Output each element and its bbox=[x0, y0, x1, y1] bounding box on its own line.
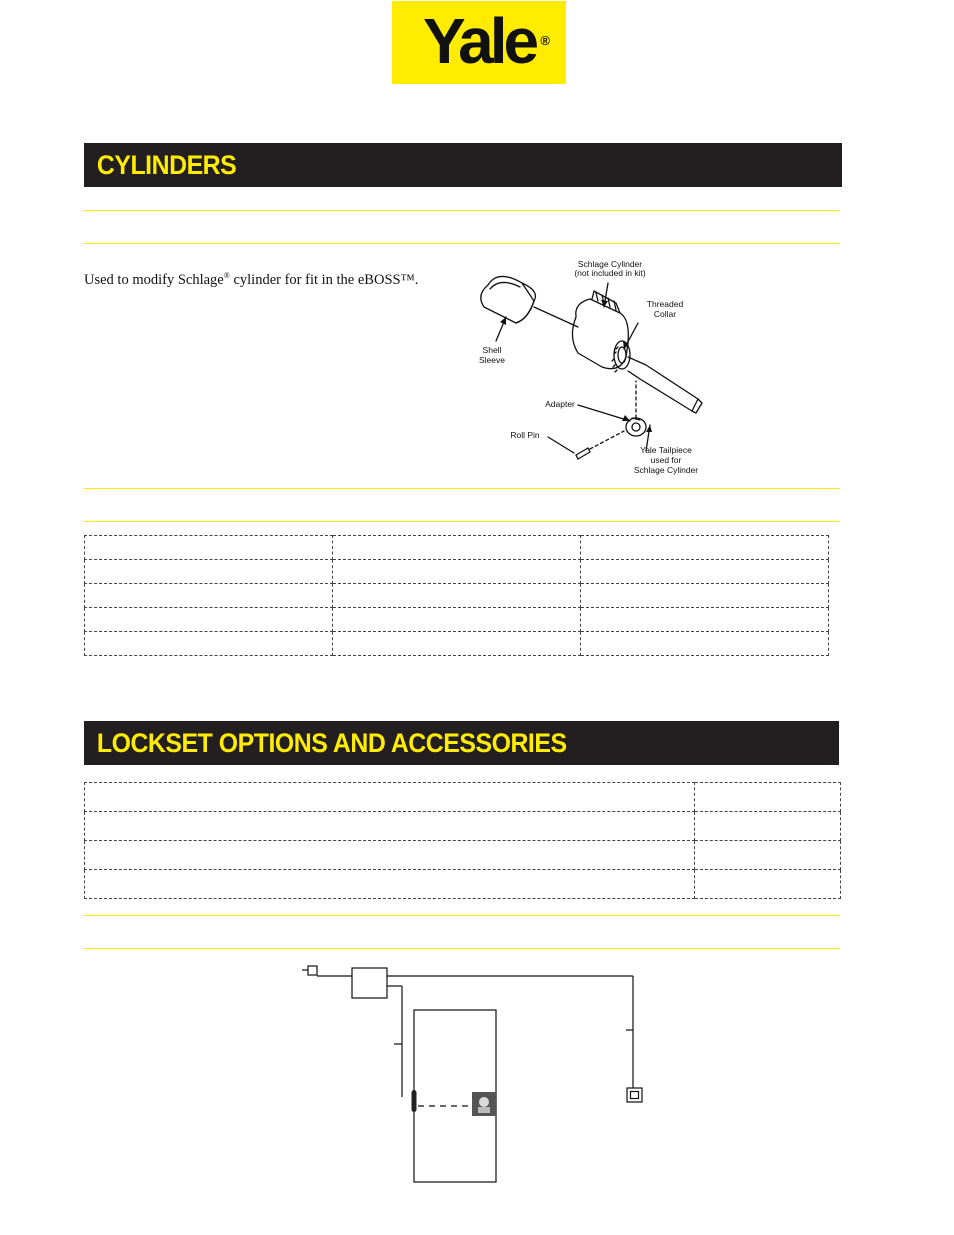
table-cell bbox=[333, 632, 581, 656]
label-collar: Collar bbox=[653, 309, 677, 319]
divider bbox=[84, 210, 840, 211]
label-shell: Shell bbox=[482, 345, 502, 355]
table-cell bbox=[85, 560, 333, 584]
lockset-table bbox=[84, 782, 841, 899]
divider bbox=[84, 948, 840, 949]
roll-pin-icon bbox=[576, 448, 590, 459]
table-cell bbox=[333, 536, 581, 560]
label-roll-pin: Roll Pin bbox=[510, 430, 540, 440]
table-cell bbox=[581, 608, 829, 632]
table-cell bbox=[333, 584, 581, 608]
table-cell bbox=[333, 560, 581, 584]
wiring-diagram bbox=[296, 962, 656, 1187]
table-row bbox=[85, 783, 841, 812]
registered-mark: ® bbox=[223, 271, 230, 280]
table-cell bbox=[695, 841, 841, 870]
table-cell bbox=[85, 870, 695, 899]
table-row bbox=[85, 608, 829, 632]
table-cell bbox=[85, 608, 333, 632]
tailpiece-icon bbox=[628, 357, 702, 413]
table-cell bbox=[85, 812, 695, 841]
label-adapter: Adapter bbox=[545, 399, 575, 409]
cylinder-kit-diagram bbox=[470, 255, 715, 480]
table-cell bbox=[85, 841, 695, 870]
table-row bbox=[85, 560, 829, 584]
table-cell bbox=[333, 608, 581, 632]
cylinders-title: CYLINDERS bbox=[96, 149, 237, 180]
table-row bbox=[85, 812, 841, 841]
table-cell bbox=[581, 560, 829, 584]
table-cell bbox=[581, 584, 829, 608]
label-yale-tailpiece: Yale Tailpiece bbox=[640, 445, 692, 455]
divider bbox=[84, 915, 840, 916]
door-contact-icon bbox=[412, 1090, 417, 1112]
label-schlage-cylinder: Schlage Cylinder bbox=[577, 259, 643, 269]
cylinders-description bbox=[84, 271, 418, 289]
label-schlage-cylinder-tail: Schlage Cylinder bbox=[633, 465, 699, 475]
table-cell bbox=[85, 783, 695, 812]
table-row bbox=[85, 870, 841, 899]
table-cell bbox=[581, 536, 829, 560]
shell-sleeve-icon bbox=[481, 276, 536, 323]
table-row bbox=[85, 584, 829, 608]
table-cell bbox=[85, 632, 333, 656]
table-cell bbox=[85, 536, 333, 560]
label-not-included: (not included in kit) bbox=[574, 268, 646, 278]
label-used-for: used for bbox=[650, 455, 682, 465]
table-row bbox=[85, 632, 829, 656]
divider bbox=[84, 521, 840, 522]
logo-text: Yale bbox=[422, 4, 536, 77]
cylinders-table bbox=[84, 535, 829, 656]
table-cell bbox=[695, 812, 841, 841]
terminal-icon bbox=[308, 966, 317, 975]
label-threaded: Threaded bbox=[646, 299, 684, 309]
cylinders-header bbox=[84, 143, 842, 187]
table-cell bbox=[85, 584, 333, 608]
table-row bbox=[85, 536, 829, 560]
table-cell bbox=[695, 783, 841, 812]
description-text: Used to modify Schlage bbox=[84, 271, 224, 288]
label-sleeve: Sleeve bbox=[479, 355, 505, 365]
lockset-header bbox=[84, 721, 839, 765]
schlage-cylinder-icon bbox=[572, 291, 630, 372]
power-supply-box bbox=[352, 968, 387, 998]
divider bbox=[84, 488, 840, 489]
switch-icon bbox=[627, 1088, 642, 1102]
divider bbox=[84, 243, 840, 244]
table-cell bbox=[695, 870, 841, 899]
table-cell bbox=[581, 632, 829, 656]
lockset-title: LOCKSET OPTIONS AND ACCESSORIES bbox=[96, 727, 567, 758]
description-text-end: cylinder for fit in the eBOSS™. bbox=[229, 271, 419, 288]
yale-logo bbox=[392, 1, 566, 84]
table-row bbox=[85, 841, 841, 870]
logo-registered-mark: ® bbox=[540, 33, 550, 48]
